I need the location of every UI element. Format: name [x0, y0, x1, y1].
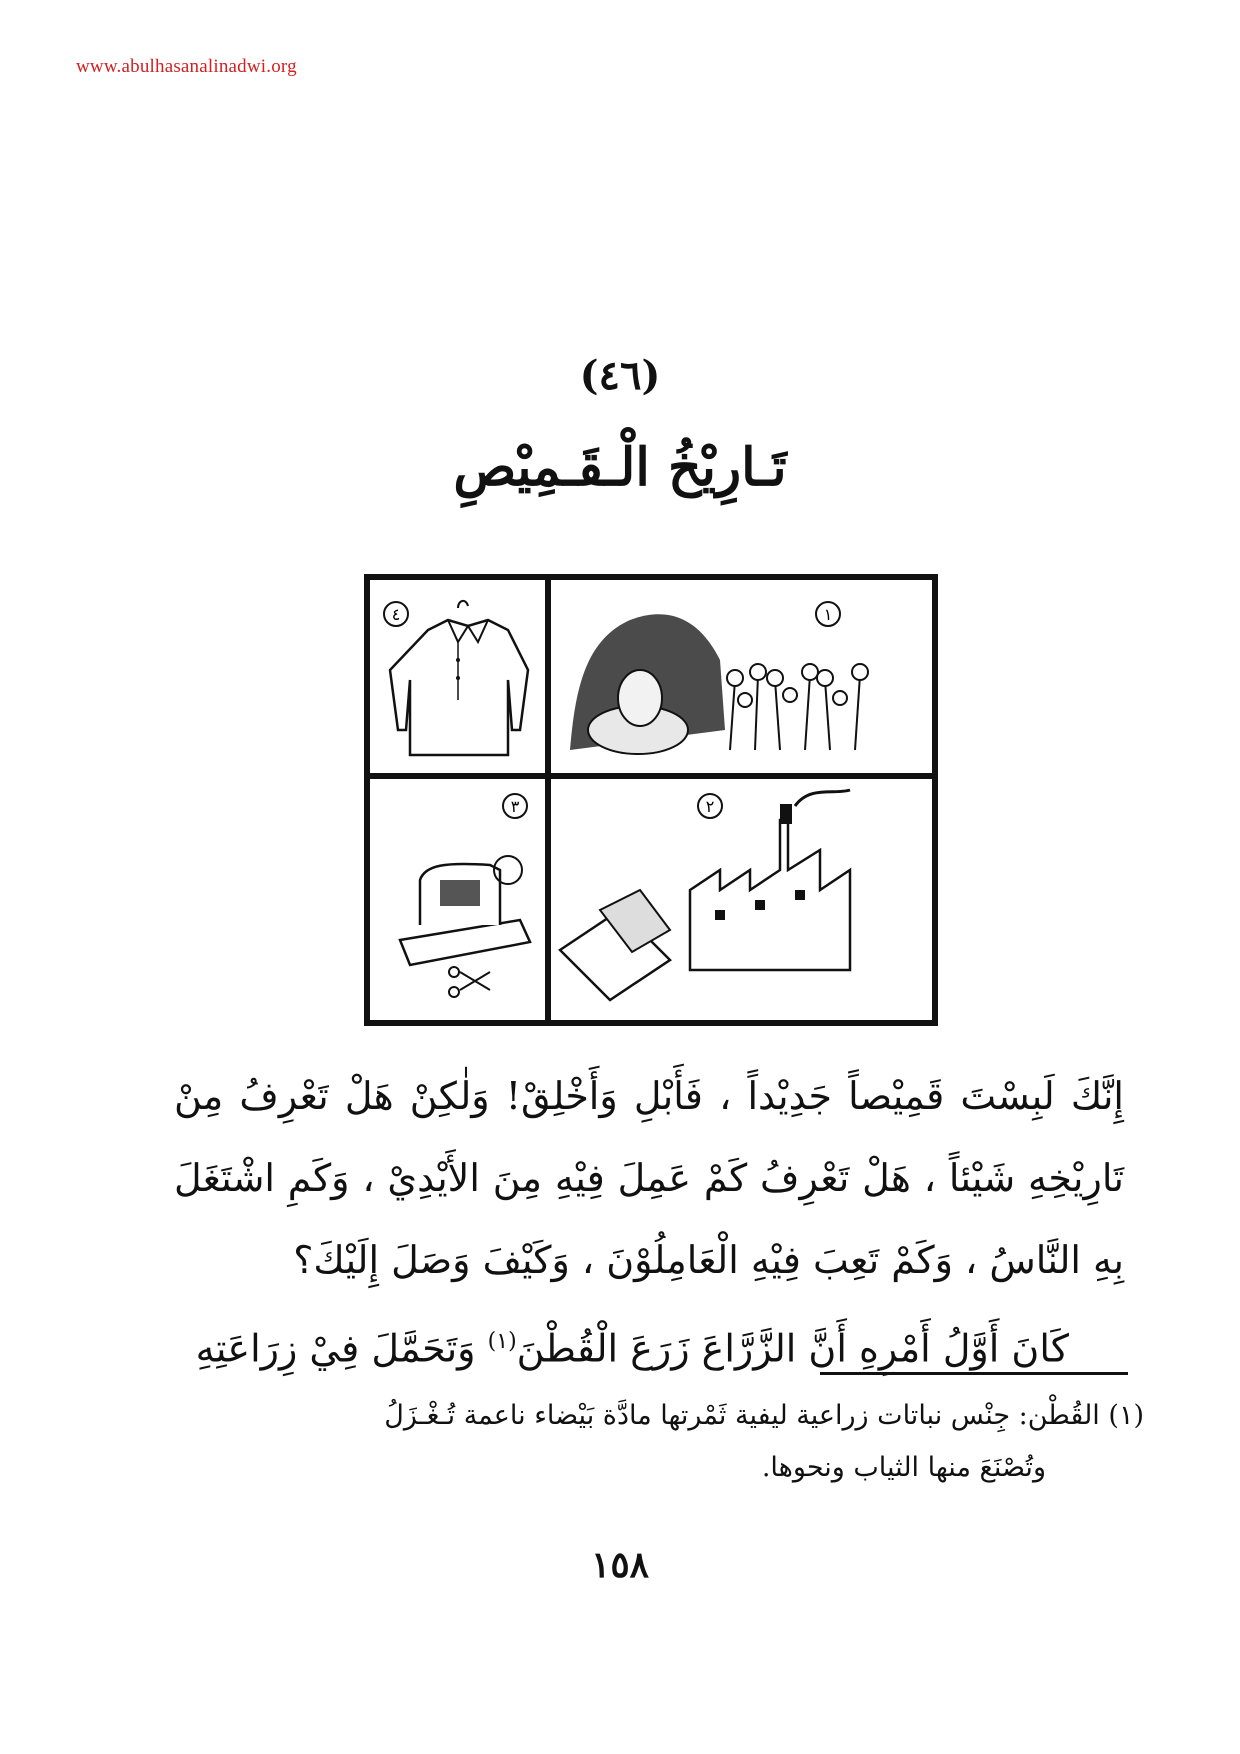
panel-label-1: ١ [823, 605, 833, 624]
panel-label-4: ٤ [391, 605, 401, 624]
panel-label-2: ٢ [705, 797, 715, 816]
paragraph-1: إِنَّكَ لَبِسْتَ قَمِيْصاً جَدِيْداً ، فَأَبْلِ وَأَخْلِقْ! وَلٰكِنْ هَلْ تَعْرِفُ مِنْ تَارِيْخِهِ شَيْئاً ، هَلْ تَعْرِفُ كَمْ عَمِلَ فِيْهِ مِنَ الأَيْدِيْ ، وَكَمِ اشْتَغَلَ بِهِ النَّاسُ ، وَكَمْ تَعِبَ فِيْهِ الْعَامِلُوْنَ ، وَكَيْفَ وَصَلَ إِلَيْكَ؟ [174, 1074, 1124, 1282]
footnote [174, 1390, 1144, 1494]
website-url: www.abulhasanalinadwi.org [76, 56, 297, 77]
cotton-field-panel [570, 602, 868, 754]
panel-label-3: ٣ [510, 797, 520, 816]
footnote-divider [820, 1372, 1128, 1375]
factory-panel [560, 790, 850, 1000]
paragraph-2-end: وَتَحَمَّلَ فِيْ زِرَاعَتِهِ [195, 1326, 476, 1371]
paragraph-2-start: كَانَ أَوَّلُ أَمْرِهِ أَنَّ الزَّرَّاعَ زَرَعَ الْقُطْنَ [516, 1326, 1069, 1371]
footnote-line-2: وتُصْنَعَ منها الثياب ونحوها. [761, 1452, 1046, 1483]
lesson-title: تَـارِيْخُ الْـقَـمِيْصِ [453, 437, 787, 498]
footnote-line-1: (١) القُطْن: جِنْس نباتات زراعية ليفية ثَمْرتها مادَّة بَيْضاء ناعمة تُـغْـزَلُ [384, 1400, 1144, 1431]
paragraph-2 [174, 1301, 1124, 1390]
sewing-machine-panel [400, 794, 530, 997]
illustration-drawing [370, 580, 932, 1020]
shirt-panel [384, 601, 528, 755]
shirt-history-illustration [364, 574, 938, 1026]
lesson-number: (٤٦) [579, 352, 661, 399]
footnote-reference: (١) [487, 1329, 517, 1354]
page-number: ١٥٨ [590, 1544, 649, 1586]
lesson-body [174, 1055, 1124, 1390]
